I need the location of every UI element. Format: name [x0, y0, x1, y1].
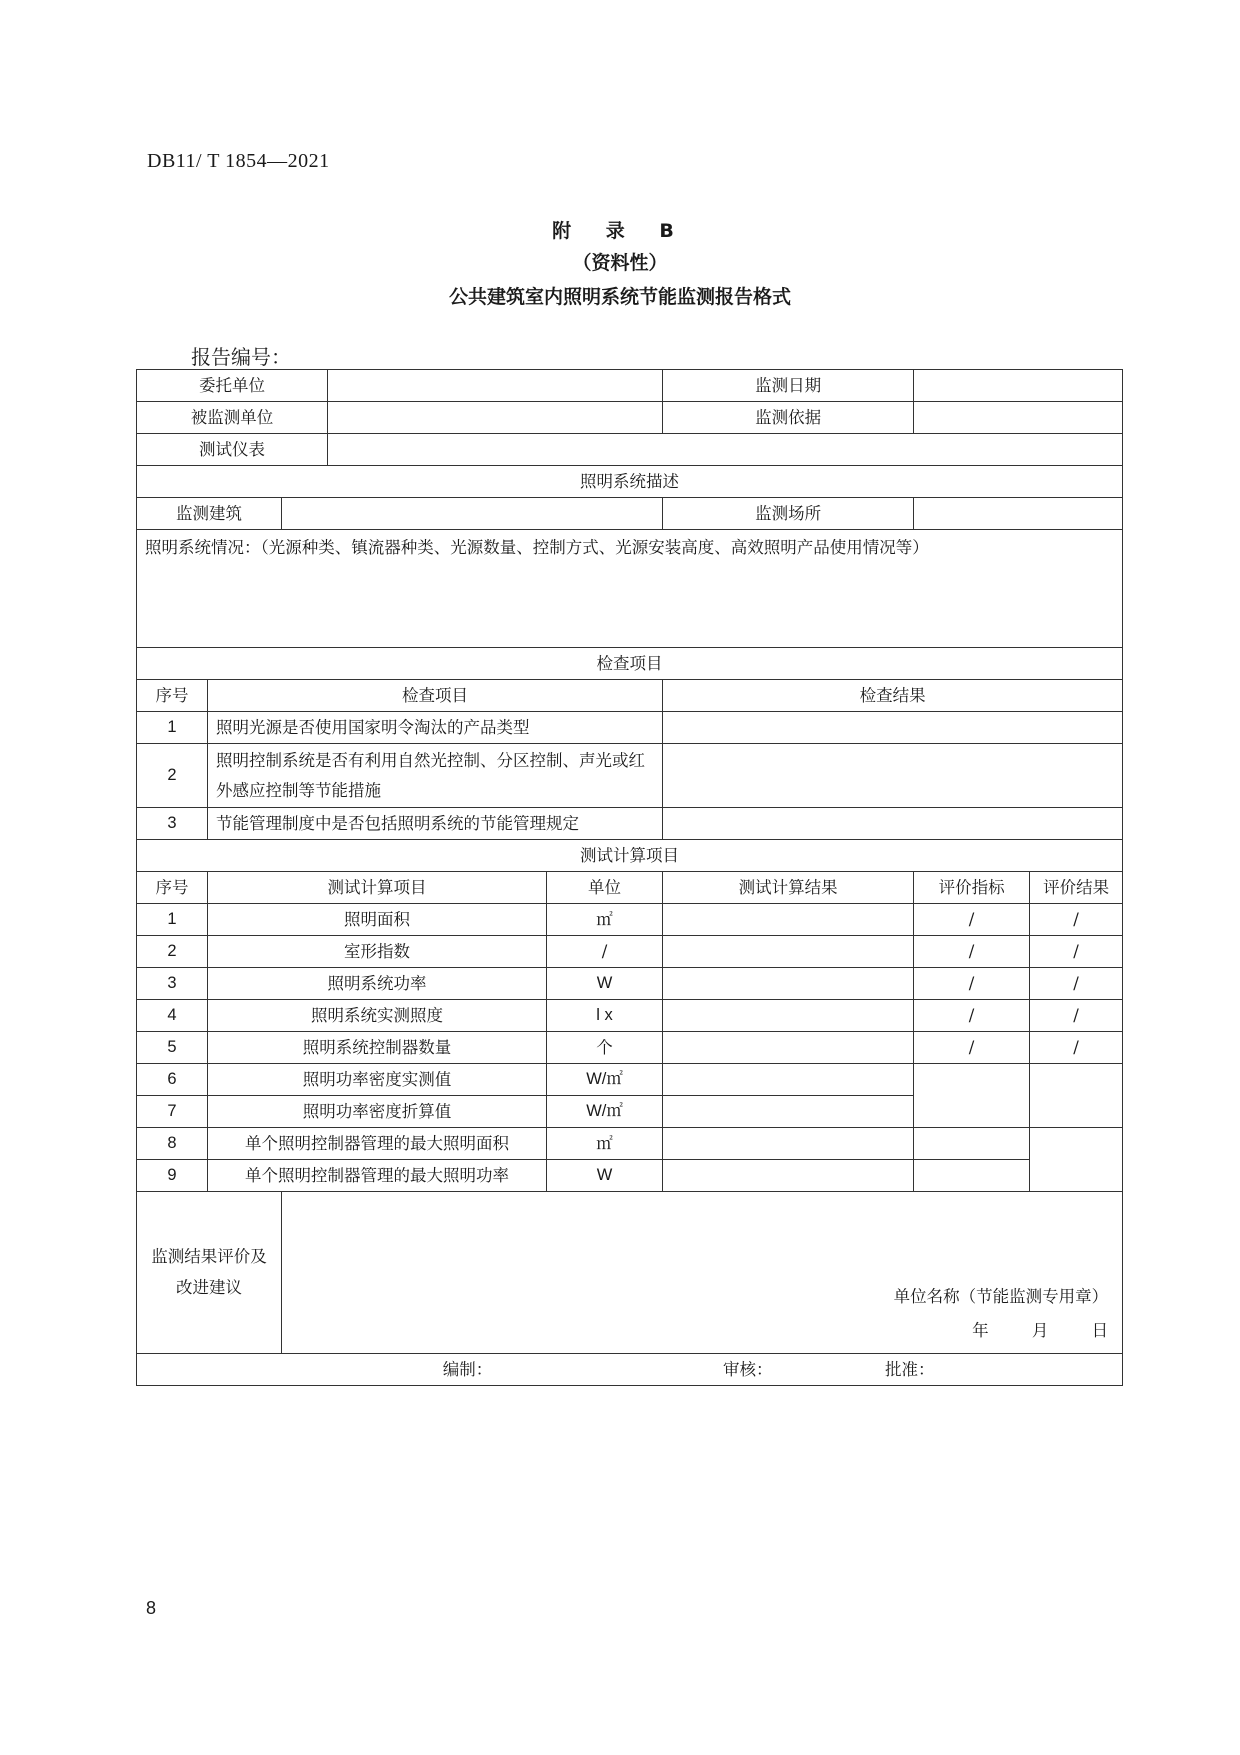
- calc-header-eval: 评价结果: [1030, 872, 1123, 904]
- calc-no: 3: [137, 968, 208, 1000]
- calc-index: /: [914, 904, 1030, 936]
- calc-section-title: 测试计算项目: [137, 840, 1123, 872]
- calc-item: 照明功率密度折算值: [208, 1096, 547, 1128]
- calc-result[interactable]: [663, 1064, 914, 1096]
- inspection-no: 3: [137, 808, 208, 840]
- calc-index: /: [914, 1000, 1030, 1032]
- calc-no: 5: [137, 1032, 208, 1064]
- calc-row: [137, 904, 1123, 936]
- inspection-header-no: 序号: [137, 680, 208, 712]
- calc-result[interactable]: [663, 1160, 914, 1192]
- calc-eval-merged[interactable]: [1030, 1064, 1123, 1128]
- inspection-result[interactable]: [663, 744, 1123, 808]
- building-value[interactable]: [282, 498, 663, 530]
- basis-label: 监测依据: [663, 402, 914, 434]
- calc-result[interactable]: [663, 904, 914, 936]
- calc-item: 照明系统实测照度: [208, 1000, 547, 1032]
- system-section-title: 照明系统描述: [137, 466, 1123, 498]
- calc-no: 4: [137, 1000, 208, 1032]
- calc-no: 9: [137, 1160, 208, 1192]
- calc-eval-merged[interactable]: [1030, 1128, 1123, 1192]
- calc-unit: W: [547, 968, 663, 1000]
- calc-result[interactable]: [663, 1096, 914, 1128]
- client-label: 委托单位: [137, 370, 328, 402]
- row-system-situation: [137, 530, 1123, 648]
- reviewed-by-label: 审核：: [723, 1359, 773, 1379]
- calc-no: 7: [137, 1096, 208, 1128]
- calc-header-unit: 单位: [547, 872, 663, 904]
- signoff-cell: [137, 1354, 1123, 1386]
- calc-item: 单个照明控制器管理的最大照明功率: [208, 1160, 547, 1192]
- report-table: [136, 369, 1123, 1386]
- calc-item: 照明系统功率: [208, 968, 547, 1000]
- inspection-header-item: 检查项目: [208, 680, 663, 712]
- appendix-title: 附 录 B: [552, 220, 688, 242]
- inspection-row: [137, 808, 1123, 840]
- calc-header-result: 测试计算结果: [663, 872, 914, 904]
- inspection-section-title: 检查项目: [137, 648, 1123, 680]
- calc-row: [137, 1032, 1123, 1064]
- calc-item: 室形指数: [208, 936, 547, 968]
- basis-value[interactable]: [914, 402, 1123, 434]
- conclusion-label-line2: 改进建议: [176, 1277, 242, 1297]
- calc-result[interactable]: [663, 1128, 914, 1160]
- inspection-no: 2: [137, 744, 208, 808]
- calc-eval: /: [1030, 904, 1123, 936]
- row-building: [137, 498, 1123, 530]
- calc-unit: ㎡: [547, 904, 663, 936]
- row-instrument: [137, 434, 1123, 466]
- row-system-section: [137, 466, 1123, 498]
- monitored-unit-value[interactable]: [328, 402, 663, 434]
- calc-item: 照明系统控制器数量: [208, 1032, 547, 1064]
- inspection-no: 1: [137, 712, 208, 744]
- calc-index: /: [914, 1032, 1030, 1064]
- approved-by-label: 批准：: [885, 1359, 935, 1379]
- date-value[interactable]: [914, 370, 1123, 402]
- calc-no: 2: [137, 936, 208, 968]
- calc-item: 单个照明控制器管理的最大照明面积: [208, 1128, 547, 1160]
- calc-index[interactable]: [914, 1160, 1030, 1192]
- calc-result[interactable]: [663, 968, 914, 1000]
- conclusion-label-line1: 监测结果评价及: [151, 1246, 267, 1266]
- inspection-header-result: 检查结果: [663, 680, 1123, 712]
- calc-index: /: [914, 936, 1030, 968]
- instrument-label: 测试仪表: [137, 434, 328, 466]
- inspection-result[interactable]: [663, 808, 1123, 840]
- calc-row: [137, 1160, 1123, 1192]
- appendix-nature: （资料性）: [572, 252, 668, 274]
- calc-eval: /: [1030, 968, 1123, 1000]
- report-title: 公共建筑室内照明系统节能监测报告格式: [448, 286, 791, 308]
- calc-index[interactable]: [914, 1128, 1030, 1160]
- calc-unit: l x: [547, 1000, 663, 1032]
- inspection-result[interactable]: [663, 712, 1123, 744]
- calc-result[interactable]: [663, 1032, 914, 1064]
- calc-header-item: 测试计算项目: [208, 872, 547, 904]
- calc-result[interactable]: [663, 1000, 914, 1032]
- calc-unit: W/㎡: [547, 1096, 663, 1128]
- row-signoff: [137, 1354, 1123, 1386]
- place-label: 监测场所: [663, 498, 914, 530]
- calc-eval: /: [1030, 1032, 1123, 1064]
- calc-item: 照明面积: [208, 904, 547, 936]
- client-value[interactable]: [328, 370, 663, 402]
- conclusion-content[interactable]: [282, 1192, 1123, 1354]
- calc-header-index: 评价指标: [914, 872, 1030, 904]
- calc-unit: W: [547, 1160, 663, 1192]
- inspection-row: [137, 712, 1123, 744]
- calc-item: 照明功率密度实测值: [208, 1064, 547, 1096]
- row-monitored-unit: [137, 402, 1123, 434]
- row-conclusion: [137, 1192, 1123, 1354]
- calc-no: 8: [137, 1128, 208, 1160]
- month-label: 月: [1031, 1321, 1049, 1341]
- calc-unit: 个: [547, 1032, 663, 1064]
- calc-index: /: [914, 968, 1030, 1000]
- report-number-label: 报告编号：: [191, 345, 291, 369]
- calc-eval: /: [1030, 936, 1123, 968]
- calc-index-merged[interactable]: [914, 1064, 1030, 1128]
- calc-unit: W/㎡: [547, 1064, 663, 1096]
- conclusion-date: [934, 1321, 1108, 1341]
- calc-unit: ㎡: [547, 1128, 663, 1160]
- calc-eval: /: [1030, 1000, 1123, 1032]
- calc-result[interactable]: [663, 936, 914, 968]
- row-calc-section: [137, 840, 1123, 872]
- inspection-item: 照明光源是否使用国家明令淘汰的产品类型: [208, 712, 663, 744]
- day-label: 日: [1091, 1321, 1109, 1341]
- calc-no: 1: [137, 904, 208, 936]
- inspection-item: 节能管理制度中是否包括照明系统的节能管理规定: [208, 808, 663, 840]
- document-code: DB11/ T 1854—2021: [147, 150, 330, 172]
- instrument-value[interactable]: [328, 434, 1123, 466]
- row-client: [137, 370, 1123, 402]
- calc-header-row: [137, 872, 1123, 904]
- place-value[interactable]: [914, 498, 1123, 530]
- inspection-header-row: [137, 680, 1123, 712]
- conclusion-label: [137, 1192, 282, 1354]
- calc-unit: /: [547, 936, 663, 968]
- date-label: 监测日期: [663, 370, 914, 402]
- monitored-unit-label: 被监测单位: [137, 402, 328, 434]
- calc-row: [137, 1064, 1123, 1096]
- prepared-by-label: 编制：: [442, 1359, 493, 1379]
- inspection-item: 照明控制系统是否有利用自然光控制、分区控制、声光或红外感应控制等节能措施: [208, 744, 663, 808]
- calc-row: [137, 968, 1123, 1000]
- calc-header-no: 序号: [137, 872, 208, 904]
- row-inspection-section: [137, 648, 1123, 680]
- calc-no: 6: [137, 1064, 208, 1096]
- system-situation[interactable]: 照明系统情况：（光源种类、镇流器种类、光源数量、控制方式、光源安装高度、高效照明产品使用情况等）: [137, 530, 1123, 648]
- year-label: 年: [972, 1321, 989, 1341]
- calc-row: [137, 1128, 1123, 1160]
- building-label: 监测建筑: [137, 498, 282, 530]
- calc-row: [137, 1000, 1123, 1032]
- page-number: 8: [146, 1598, 157, 1618]
- calc-row: [137, 936, 1123, 968]
- inspection-row: [137, 744, 1123, 808]
- unit-stamp-text: 单位名称（节能监测专用章）: [893, 1287, 1109, 1307]
